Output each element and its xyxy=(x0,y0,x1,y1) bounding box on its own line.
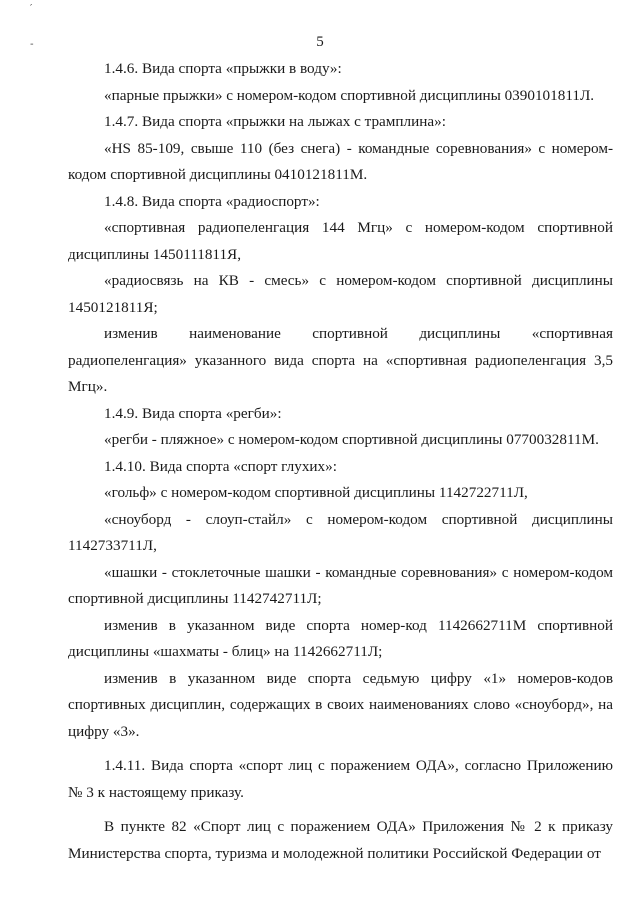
paragraph: «шашки - стоклеточные шашки - командные соревнования» с номером-кодом спортивной дисциплины 1142742711Л; xyxy=(68,563,613,607)
paragraph: 1.4.6. Вида спорта «прыжки в воду»: xyxy=(104,60,342,77)
paragraph: 1.4.8. Вида спорта «радиоспорт»: xyxy=(104,192,320,210)
paragraph: «HS 85-109, свыше 110 (без снега) - командные соревнования» с номером-кодом спортивной дисциплины 0410121811М. xyxy=(68,139,613,183)
paragraph: 1.4.11. Вида спорта «спорт лиц с поражением ОДА», согласно Приложению № 3 к настоящему приказу. xyxy=(68,757,613,801)
page-number: 5 xyxy=(316,34,324,50)
paragraph: 1.4.9. Вида спорта «регби»: xyxy=(104,404,282,422)
paragraph: изменив в указанном виде спорта седьмую цифру «1» номеров-кодов спортивных дисциплин, содержащих в своих наименованиях слово «сноуборд», на цифру «3». xyxy=(68,669,613,740)
paragraph: изменив в указанном виде спорта номер-код 1142662711М спортивной дисциплины «шахматы - блиц» на 1142662711Л; xyxy=(68,616,613,660)
document-body xyxy=(68,56,613,867)
paragraph: изменив наименование спортивной дисциплины «спортивная радиопеленгация» указанного вида спорта на «спортивная радиопеленгация 3,5 Мгц». xyxy=(68,325,613,395)
paragraph: 1.4.7. Вида спорта «прыжки на лыжах с трамплина»: xyxy=(104,113,446,130)
paragraph: В пункте 82 «Спорт лиц с поражением ОДА» Приложения № 2 к приказу Министерства спорта, туризма и молодежной политики Российской Федерации от xyxy=(68,818,613,862)
scan-artifact-top: ′ xyxy=(30,3,33,14)
paragraph: «сноуборд - слоуп-стайл» с номером-кодом спортивной дисциплины 1142733711Л, xyxy=(68,510,613,554)
paragraph: «радиосвязь на КВ - смесь» с номером-кодом спортивной дисциплины 1450121811Я; xyxy=(68,272,613,316)
paragraph: «спортивная радиопеленгация 144 Мгц» с номером-кодом спортивной дисциплины 1450111811Я, xyxy=(68,219,613,263)
paragraph: 1.4.10. Вида спорта «спорт глухих»: xyxy=(104,457,337,475)
scan-artifact-left: - xyxy=(30,39,34,50)
paragraph: «регби - пляжное» с номером-кодом спортивной дисциплины 0770032811М. xyxy=(104,431,599,448)
paragraph: «парные прыжки» с номером-кодом спортивной дисциплины 0390101811Л. xyxy=(104,86,595,104)
paragraph: «гольф» с номером-кодом спортивной дисциплины 1142722711Л, xyxy=(104,484,528,501)
